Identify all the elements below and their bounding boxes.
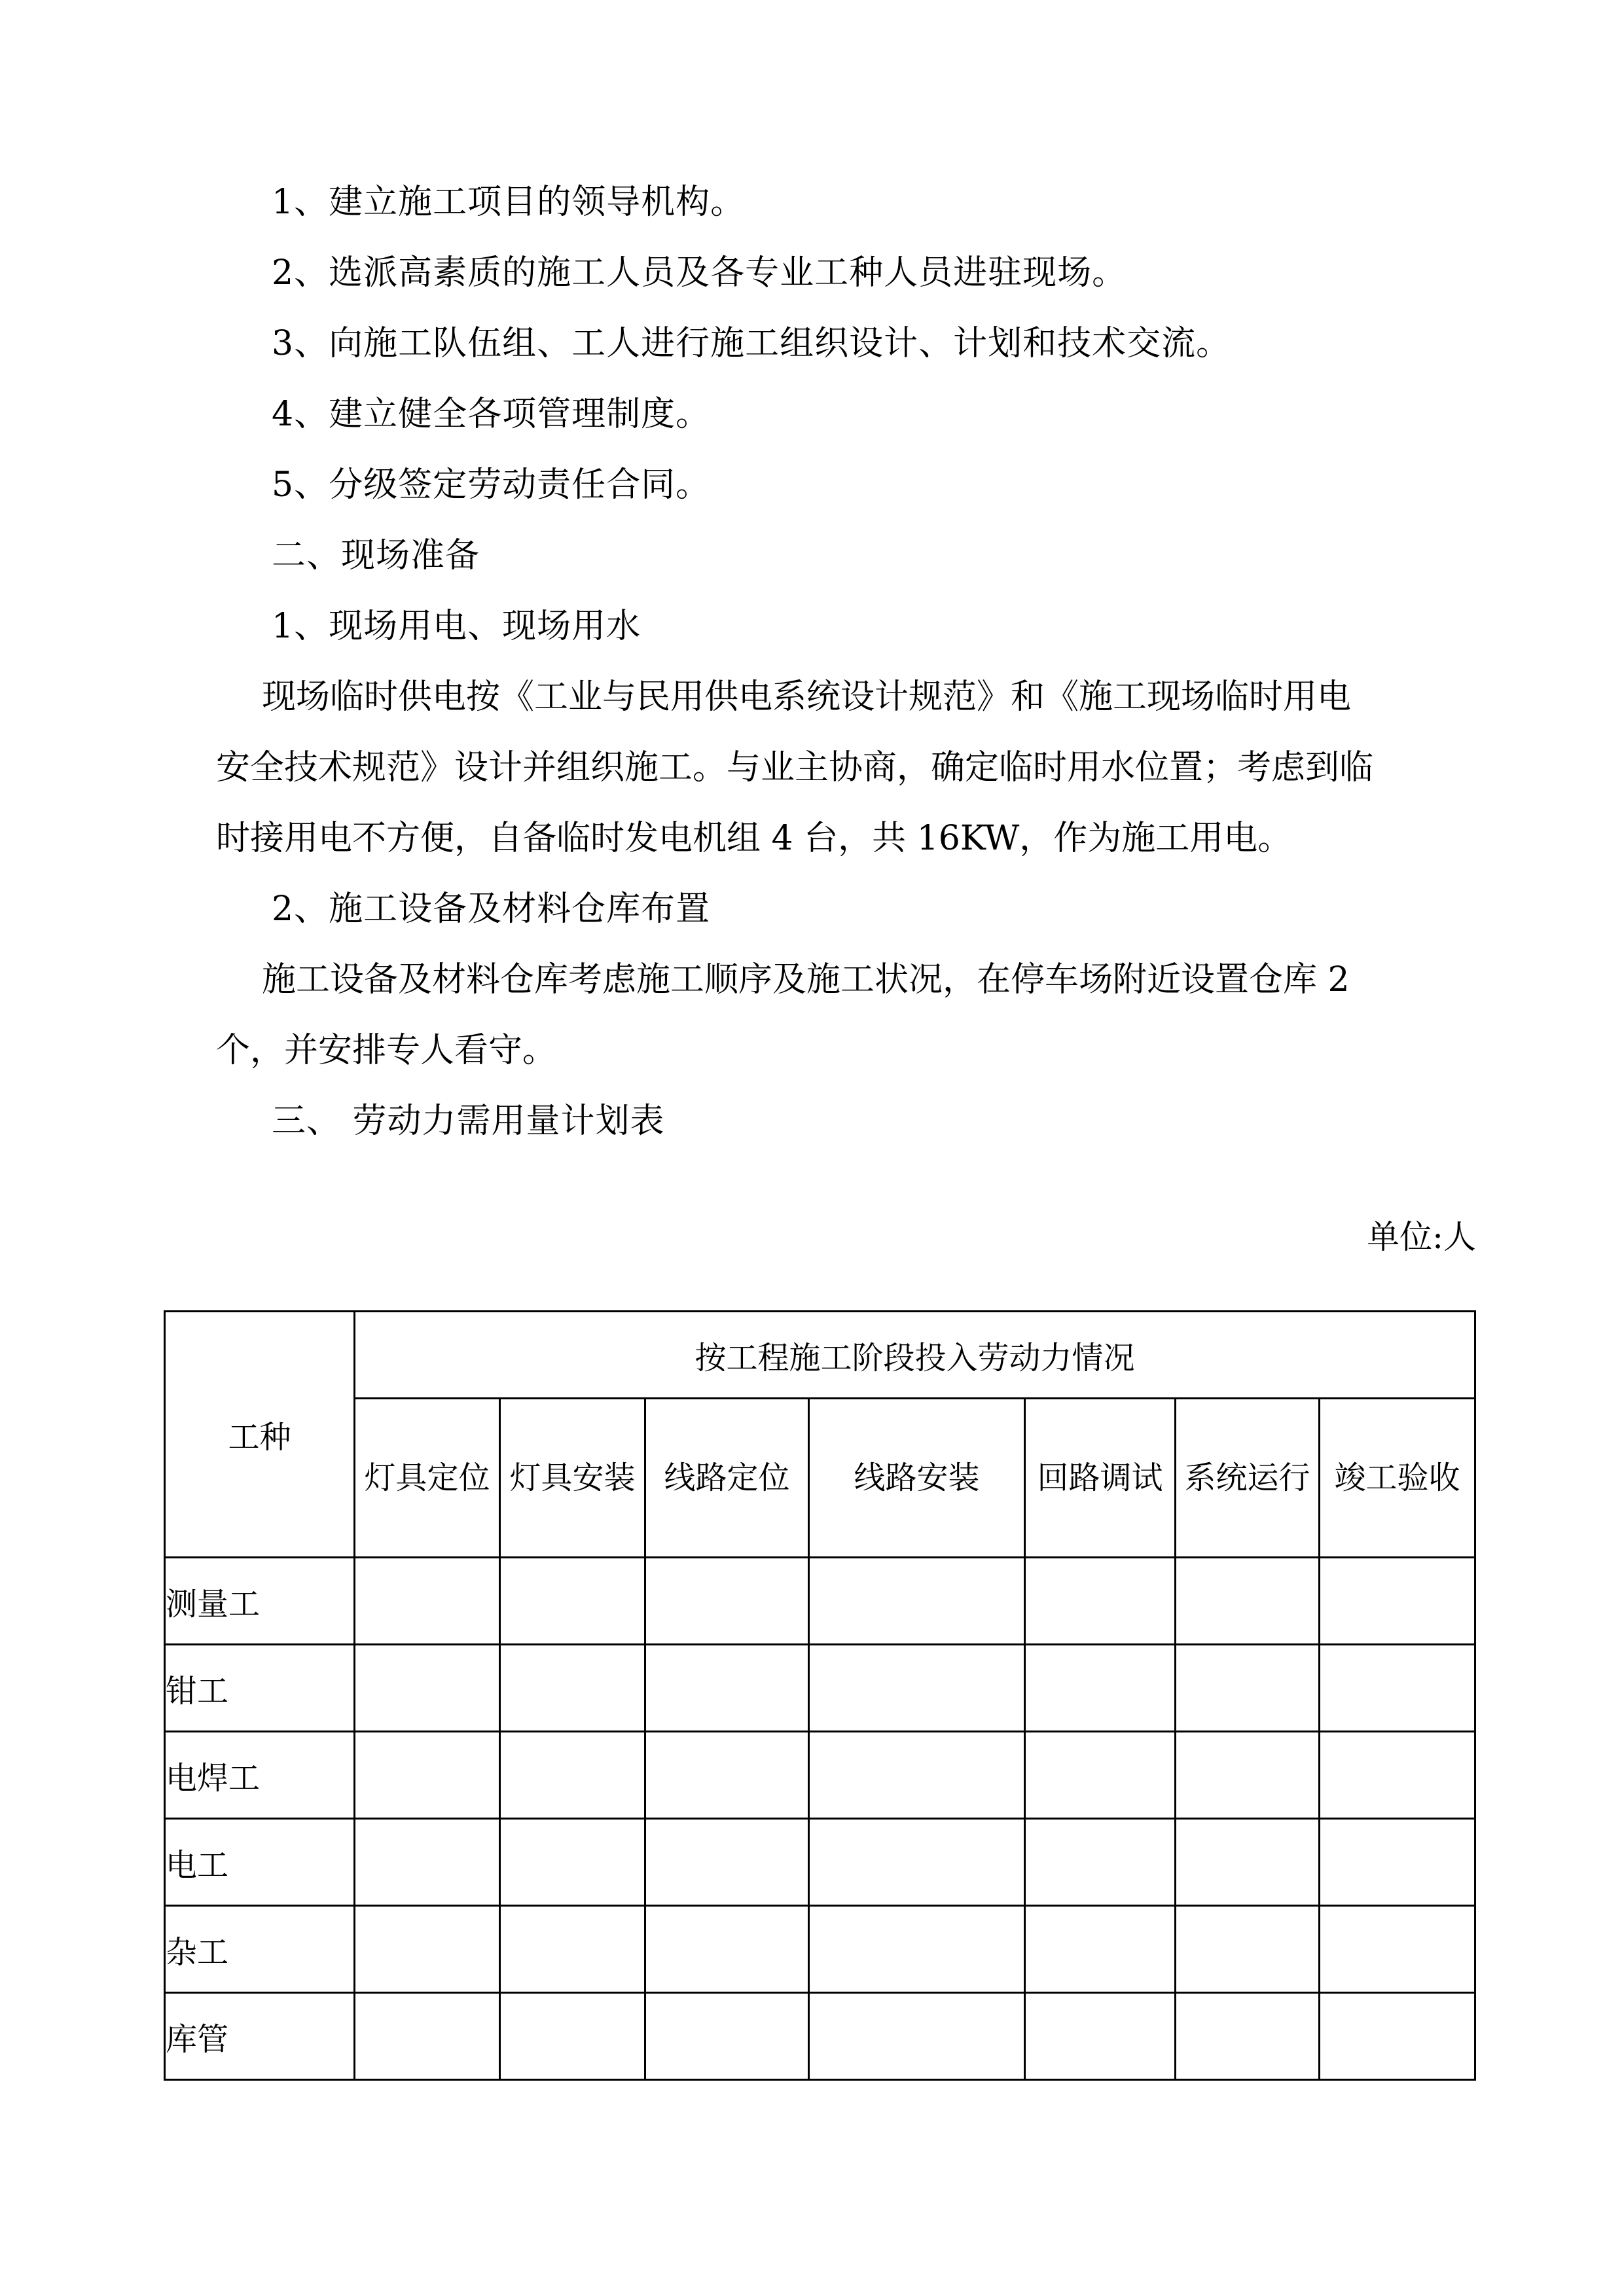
table-cell-value[interactable] [645,1819,809,1906]
table-row [165,1558,1475,1645]
table-cell-value[interactable] [500,1645,645,1732]
table-cell-value[interactable] [1176,1645,1320,1732]
table-header-row-stages [165,1399,1475,1558]
table-cell-value[interactable] [1320,1819,1475,1906]
table-cell-value[interactable] [1176,1906,1320,1993]
table-cell-trade: 测量工 [165,1558,355,1645]
table-header-stages-group: 按工程施工阶段投入劳动力情况 [355,1312,1475,1399]
table-cell-value[interactable] [1025,1819,1176,1906]
paragraph-equipment-warehouse [216,944,1476,1086]
table-row [165,1645,1475,1732]
list-item: 5、分级签定劳动责任合同。 [272,465,711,505]
paragraph-line: 施工设备及材料仓库考虑施工顺序及施工状况，在停车场附近设置仓库 2 [262,960,1350,999]
table-cell-value[interactable] [809,1558,1025,1645]
table-cell-value[interactable] [355,1558,500,1645]
table-header-row-group [165,1312,1475,1399]
table-cell-trade: 钳工 [165,1645,355,1732]
table-cell-value[interactable] [645,1993,809,2080]
list-item: 3、向施工队伍组、工人进行施工组织设计、计划和技术交流。 [272,324,1231,363]
table-row [165,1993,1475,2080]
table-cell-value[interactable] [355,1732,500,1819]
table-cell-value[interactable] [809,1645,1025,1732]
table-header-stage: 线路安装 [809,1399,1025,1558]
table-cell-trade: 电工 [165,1819,355,1906]
table-header-stage: 系统运行 [1176,1399,1320,1558]
table-cell-value[interactable] [809,1906,1025,1993]
table-row [165,1819,1475,1906]
table-cell-value[interactable] [809,1819,1025,1906]
table-cell-value[interactable] [1320,1732,1475,1819]
subsection-heading-1: 1、现场用电、现场用水 [272,607,641,646]
paragraph-line: 时接用电不方便，自备临时发电机组 4 台，共 16KW，作为施工用电。 [216,819,1292,858]
table-header-trade: 工种 [165,1312,355,1558]
table-cell-value[interactable] [1320,1906,1475,1993]
list-item: 4、建立健全各项管理制度。 [272,395,711,434]
paragraph-line: 个，并安排专人看守。 [216,1031,557,1070]
list-item: 1、建立施工项目的领导机构。 [272,183,746,222]
section-heading-two: 二、现场准备 [272,536,480,575]
table-cell-value[interactable] [355,1819,500,1906]
document-body [216,167,1476,1256]
table-header-stage: 线路定位 [645,1399,809,1558]
table-cell-value[interactable] [1320,1558,1475,1645]
table-cell-value[interactable] [1025,1993,1176,2080]
section-heading-three: 三、 劳动力需用量计划表 [272,1102,665,1141]
list-item: 2、选派高素质的施工人员及各专业工种人员进驻现场。 [272,253,1127,293]
table-cell-value[interactable] [1176,1819,1320,1906]
table-cell-value[interactable] [500,1993,645,2080]
table-cell-value[interactable] [355,1906,500,1993]
paragraph-power-water [216,662,1476,874]
table-cell-value[interactable] [645,1906,809,1993]
table-row [165,1732,1475,1819]
paragraph-line: 现场临时供电按《工业与民用供电系统设计规范》和《施工现场临时用电 [262,677,1352,717]
table-cell-value[interactable] [500,1906,645,1993]
table-cell-value[interactable] [1025,1906,1176,1993]
table-cell-value[interactable] [645,1558,809,1645]
subsection-heading-2: 2、施工设备及材料仓库布置 [272,889,711,929]
table-cell-value[interactable] [500,1558,645,1645]
table-header-stage: 灯具安装 [500,1399,645,1558]
table-cell-value[interactable] [355,1993,500,2080]
paragraph-line: 安全技术规范》设计并组织施工。与业主协商，确定临时用水位置；考虑到临 [216,748,1374,787]
table-cell-trade: 电焊工 [165,1732,355,1819]
table-cell-value[interactable] [500,1732,645,1819]
table-cell-value[interactable] [1320,1993,1475,2080]
table-cell-trade: 杂工 [165,1906,355,1993]
table-cell-value[interactable] [1025,1645,1176,1732]
table-cell-value[interactable] [1176,1558,1320,1645]
table-cell-value[interactable] [1176,1732,1320,1819]
table-header-stage: 灯具定位 [355,1399,500,1558]
table-row [165,1906,1475,1993]
table-cell-value[interactable] [1025,1558,1176,1645]
table-cell-value[interactable] [1320,1645,1475,1732]
unit-label: 单位:人 [1367,1218,1476,1256]
table-cell-trade: 库管 [165,1993,355,2080]
table-header-stage: 回路调试 [1025,1399,1176,1558]
table-cell-value[interactable] [1176,1993,1320,2080]
table-cell-value[interactable] [500,1819,645,1906]
table-cell-value[interactable] [1025,1732,1176,1819]
labor-plan-table [164,1310,1476,2081]
labor-plan-table-wrapper [164,1310,1474,2081]
table-cell-value[interactable] [809,1732,1025,1819]
table-header-stage: 竣工验收 [1320,1399,1475,1558]
table-cell-value[interactable] [809,1993,1025,2080]
table-cell-value[interactable] [355,1645,500,1732]
table-cell-value[interactable] [645,1732,809,1819]
table-cell-value[interactable] [645,1645,809,1732]
